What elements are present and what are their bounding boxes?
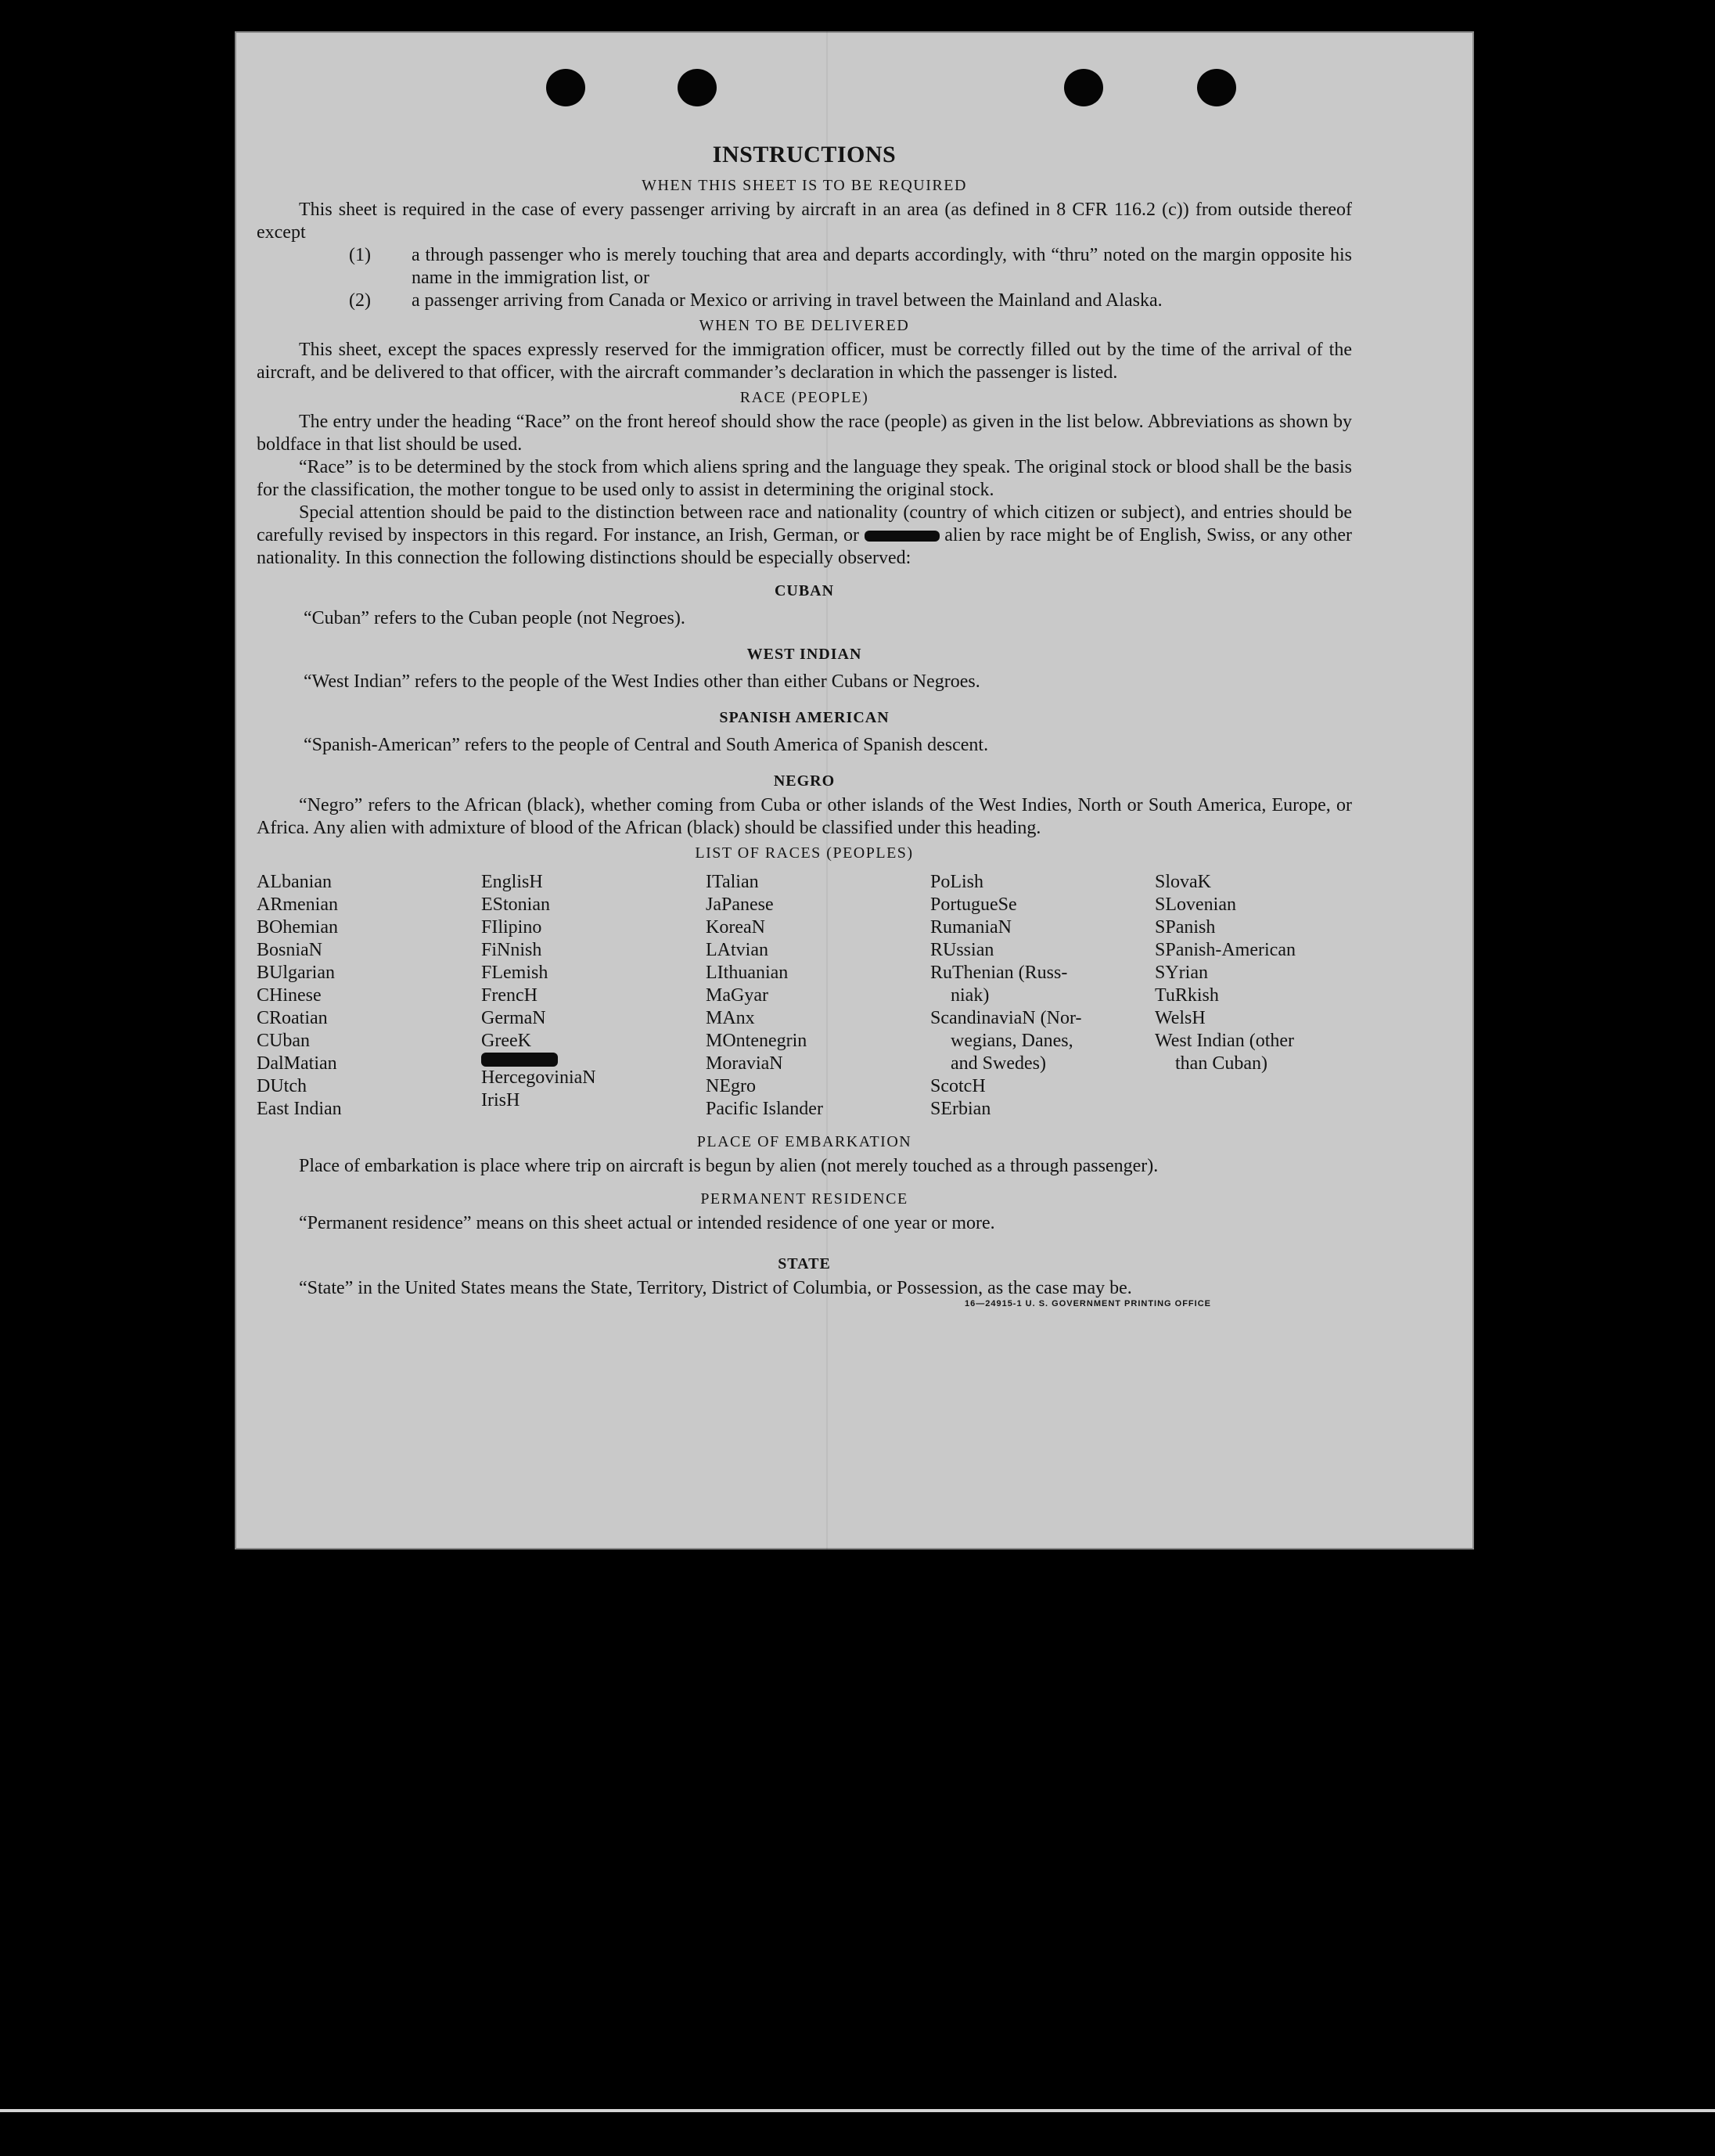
race-entry: MOntenegrin [706, 1031, 807, 1051]
page-title: INSTRUCTIONS [712, 142, 897, 167]
race-entry: FiNnish [481, 940, 542, 960]
race-entry: than Cuban) [1175, 1053, 1267, 1074]
required-intro: This sheet is required in the case of every passenger arriving by aircraft in an area (as defined in 8 CFR 116.2 (c)) from outside thereof except [257, 200, 1352, 243]
race-entry: JaPanese [706, 894, 774, 915]
item-text: a through passenger who is merely touching that area and departs accordingly, with “thru” noted on the margin opposite his name in the immigration list, or [412, 245, 1352, 288]
state-text: “State” in the United States means the State, Territory, District of Columbia, or Possession, as the case may be. [299, 1278, 1132, 1298]
races-column [930, 871, 1155, 1121]
races-table [257, 871, 1352, 1121]
residence-text: “Permanent residence” means on this sheet actual or intended residence of one year or more. [299, 1213, 995, 1233]
race-entry: ITalian [706, 872, 759, 892]
punch-hole [678, 69, 717, 106]
races-column [1155, 871, 1379, 1121]
punch-hole [1197, 69, 1236, 106]
race-entry: CHinese [257, 985, 322, 1006]
race-entry: ScandinaviaN (Nor- [930, 1008, 1082, 1028]
punch-hole [1064, 69, 1103, 106]
race-entry: PoLish [930, 872, 984, 892]
race-entry: MAnx [706, 1008, 755, 1028]
race-entry: ScotcH [930, 1076, 986, 1096]
race-entry: KoreaN [706, 917, 765, 938]
race-entry: BOhemian [257, 917, 338, 938]
item-text: a passenger arriving from Canada or Mexico or arriving in travel between the Mainland and Alaska. [412, 290, 1163, 311]
race-entry: niak) [951, 985, 990, 1006]
race-entry: Pacific Islander [706, 1099, 823, 1119]
race-entry: NEgro [706, 1076, 756, 1096]
race-entry: FIlipino [481, 917, 542, 938]
list-of-races-heading: LIST OF RACES (PEOPLES) [695, 844, 914, 862]
race-entry: WelsH [1155, 1008, 1206, 1028]
race-entry: HercegoviniaN [481, 1067, 596, 1088]
printing-office-code: 16—24915-1 U. S. GOVERNMENT PRINTING OFFICE [964, 1299, 1211, 1308]
race-entry: MaGyar [706, 985, 768, 1006]
section-heading-required: WHEN THIS SHEET IS TO BE REQUIRED [642, 177, 967, 194]
race-entry: ARmenian [257, 894, 338, 915]
race-paragraph-1: The entry under the heading “Race” on the front hereof should show the race (people) as given in the list below. Abbreviations as shown by boldface in that list should be used. [257, 412, 1352, 455]
race-entry: DUtch [257, 1076, 307, 1096]
race-entry: and Swedes) [951, 1053, 1046, 1074]
race-paragraph-3b: alien by race might be of English, Swiss, or any other nationality. In this connection the following distinctions should be especially observed: [257, 525, 1352, 568]
race-entry: BUlgarian [257, 963, 335, 983]
race-entry: GreeK [481, 1031, 531, 1051]
race-entry: ALbanian [257, 872, 332, 892]
race-entry: SErbian [930, 1099, 991, 1119]
race-entry: wegians, Danes, [951, 1031, 1073, 1051]
document-sheet [235, 31, 1474, 1550]
redaction-mark [481, 1053, 558, 1067]
embarkation-text: Place of embarkation is place where trip on aircraft is begun by alien (not merely touched as a through passenger). [299, 1156, 1159, 1176]
race-entry: CRoatian [257, 1008, 328, 1028]
section-heading-cuban: CUBAN [774, 582, 835, 599]
section-heading-residence: PERMANENT RESIDENCE [700, 1190, 908, 1208]
spanish-american-text: “Spanish-American” refers to the people of Central and South America of Spanish descent. [304, 735, 989, 755]
west-indian-text: “West Indian” refers to the people of the West Indies other than either Cubans or Negroes. [304, 671, 980, 692]
race-entry: CUban [257, 1031, 310, 1051]
race-entry: MoraviaN [706, 1053, 783, 1074]
section-heading-negro: NEGRO [773, 772, 836, 790]
race-entry: East Indian [257, 1099, 342, 1119]
race-entry: LAtvian [706, 940, 768, 960]
race-paragraph-2: “Race” is to be determined by the stock from which aliens spring and the language they speak. The original stock or blood shall be the basis for the classification, the mother tongue to be used only to assist in determining the original stock. [257, 457, 1352, 500]
section-heading-delivered: WHEN TO BE DELIVERED [699, 317, 910, 334]
required-item-1 [257, 244, 1352, 290]
race-entry: FLemish [481, 963, 548, 983]
section-heading-spanish-american: SPANISH AMERICAN [719, 709, 890, 726]
race-entry: RuThenian (Russ- [930, 963, 1068, 983]
race-entry: PortugueSe [930, 894, 1017, 915]
race-entry: GermaN [481, 1008, 546, 1028]
race-paragraph-3a: Special attention should be paid to the distinction between race and nationality (country of which citizen or subject), and entries should be carefully revised by inspectors in this regard. For instance, an Irish, German, or [257, 502, 1352, 545]
races-column [706, 871, 930, 1121]
race-entry: IrisH [481, 1090, 520, 1110]
race-entry: BosniaN [257, 940, 322, 960]
redaction-mark [865, 531, 940, 542]
race-entry: SPanish [1155, 917, 1216, 938]
races-column [481, 871, 706, 1121]
race-entry: EStonian [481, 894, 550, 915]
section-heading-state: STATE [778, 1255, 831, 1272]
item-number: (1) [349, 245, 371, 265]
race-entry: SYrian [1155, 963, 1208, 983]
punch-hole [546, 69, 585, 106]
race-entry: RumaniaN [930, 917, 1012, 938]
races-column [257, 871, 481, 1121]
race-entry: RUssian [930, 940, 994, 960]
race-entry: West Indian (other [1155, 1031, 1295, 1051]
race-entry: TuRkish [1155, 985, 1219, 1006]
race-entry: SlovaK [1155, 872, 1211, 892]
race-entry: SLovenian [1155, 894, 1236, 915]
race-entry: SPanish-American [1155, 940, 1296, 960]
section-heading-west-indian: WEST INDIAN [746, 646, 862, 663]
section-heading-embarkation: PLACE OF EMBARKATION [696, 1133, 912, 1150]
delivered-text: This sheet, except the spaces expressly reserved for the immigration officer, must be correctly filled out by the time of the arrival of the aircraft, and be delivered to that officer, with the aircraft commander’s declaration in which the passenger is listed. [257, 340, 1352, 383]
scan-edge-line [0, 2109, 1715, 2112]
section-heading-race: RACE (PEOPLE) [739, 389, 869, 406]
race-entry: FrencH [481, 985, 538, 1006]
instructions-body [257, 139, 1352, 1316]
race-entry-redacted [481, 1053, 706, 1067]
item-number: (2) [349, 290, 371, 311]
cuban-text: “Cuban” refers to the Cuban people (not Negroes). [304, 608, 685, 628]
race-entry: DalMatian [257, 1053, 337, 1074]
required-item-2 [257, 290, 1352, 312]
race-entry: EnglisH [481, 872, 543, 892]
negro-text: “Negro” refers to the African (black), whether coming from Cuba or other islands of the West Indies, North or South America, Europe, or Africa. Any alien with admixture of blood of the African (black) should be classified under this heading. [257, 795, 1352, 838]
race-paragraph-3 [257, 502, 1352, 570]
race-entry: LIthuanian [706, 963, 789, 983]
